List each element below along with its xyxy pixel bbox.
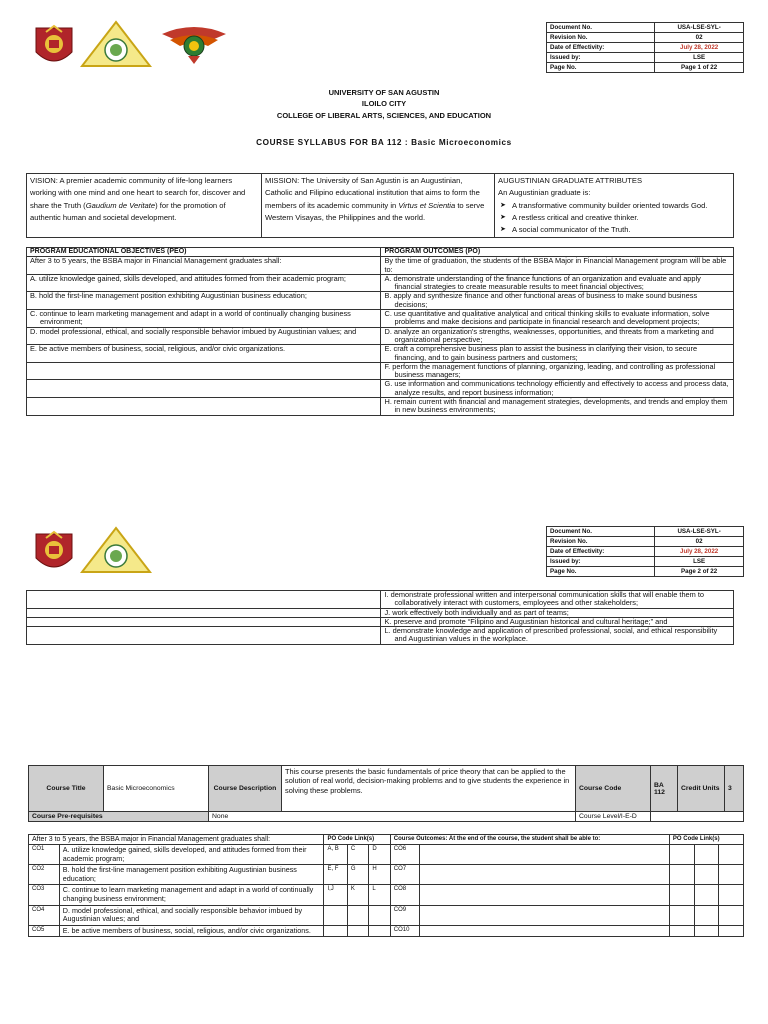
college-triangle-logo bbox=[80, 20, 152, 68]
po-continued-table bbox=[26, 590, 734, 645]
po-item: K. preserve and promote “Filipino and Augustinian historical and cultural heritage;” and bbox=[381, 617, 734, 626]
doc-info-value: 02 bbox=[655, 537, 744, 547]
co-peo-intro: After 3 to 5 years, the BSBA major in Financial Management graduates shall: bbox=[29, 835, 324, 845]
co-code-right: CO7 bbox=[390, 865, 419, 885]
po-header: PROGRAM OUTCOMES (PO) bbox=[381, 248, 734, 257]
mission-text-end: to serve Western Visayas, the Philippines and the world. bbox=[265, 200, 485, 222]
college-name: COLLEGE OF LIBERAL ARTS, SCIENCES, AND EDUCATION bbox=[276, 111, 492, 120]
doc-info-label: Document No. bbox=[547, 23, 655, 33]
peo-empty bbox=[27, 398, 381, 416]
po-item: H. remain current with financial and management strategies, developments, and trends and employ them in new business environments; bbox=[381, 398, 734, 416]
doc-info-date: July 28, 2022 bbox=[655, 43, 744, 53]
peo-header: PROGRAM EDUCATIONAL OBJECTIVES (PEO) bbox=[27, 248, 381, 257]
po-link-empty bbox=[719, 865, 744, 885]
po-link: L bbox=[369, 885, 390, 905]
doc-info-label: Page No. bbox=[547, 63, 655, 73]
course-title-label: Course Title bbox=[29, 766, 104, 812]
po-link-empty bbox=[694, 925, 719, 937]
po-link-empty bbox=[669, 925, 694, 937]
po-item: L. demonstrate knowledge and application of prescribed professional, social, and ethical responsibility and Augustinian values in the workplace. bbox=[381, 627, 734, 645]
course-code-value: BA 112 bbox=[651, 766, 678, 812]
peo-empty bbox=[27, 380, 381, 398]
po-link-empty bbox=[719, 885, 744, 905]
po-link-empty bbox=[719, 845, 744, 865]
business-eagle-logo bbox=[160, 22, 228, 66]
po-item: J. work effectively both individually and as part of teams; bbox=[381, 608, 734, 617]
co-right-empty bbox=[419, 925, 669, 937]
co-text: E. be active members of business, social, religious, and/or civic organizations. bbox=[59, 925, 324, 937]
course-code-label: Course Code bbox=[576, 766, 651, 812]
peo-empty bbox=[27, 608, 381, 617]
co-code: CO5 bbox=[29, 925, 60, 937]
course-level-label: Course Level/I-E-D bbox=[576, 812, 651, 822]
syllabus-title: COURSE SYLLABUS FOR BA 112 : Basic Microeconomics bbox=[256, 138, 512, 147]
doc-info-label: Issued by: bbox=[547, 557, 655, 567]
mission-text: The University of San Agustin is an Augustinian, Catholic and Filipino educational institution that aims to form the members of its academic community in bbox=[265, 176, 480, 210]
university-seal-logo bbox=[32, 528, 76, 576]
co-text: C. continue to learn marketing management and adapt in a world of continually changing business environment; bbox=[59, 885, 324, 905]
course-outcomes-header: Course Outcomes: At the end of the course, the student shall be able to: bbox=[390, 835, 669, 845]
po-link bbox=[369, 905, 390, 925]
course-description-label: Course Description bbox=[209, 766, 282, 812]
peo-item: B. hold the first-line management position exhibiting Augustinian business education; bbox=[27, 292, 381, 310]
po-item: G. use information and communications technology efficiently and effectively to access and process data, analyze results, and report business information; bbox=[381, 380, 734, 398]
po-code-link-header-2: PO Code Link(s) bbox=[669, 835, 743, 845]
college-triangle-logo bbox=[80, 526, 152, 574]
attribute-item: ➤ A restless critical and creative thinker. bbox=[498, 212, 730, 224]
po-link: C bbox=[347, 845, 368, 865]
document-info-table bbox=[546, 22, 744, 73]
po-link bbox=[369, 925, 390, 937]
co-code-right: CO10 bbox=[390, 925, 419, 937]
doc-info-label: Page No. bbox=[547, 567, 655, 577]
doc-info-label: Date of Effectivity: bbox=[547, 547, 655, 557]
po-item: F. perform the management functions of planning, organizing, leading, and controlling as professional business managers; bbox=[381, 362, 734, 380]
attributes-list bbox=[498, 200, 730, 237]
po-code-link-header: PO Code Link(s) bbox=[324, 835, 390, 845]
co-code-right: CO6 bbox=[390, 845, 419, 865]
po-link: E, F bbox=[324, 865, 347, 885]
po-item: A. demonstrate understanding of the finance functions of an organization and evaluate and apply financial strategies to create measurable results to meet financial objectives; bbox=[381, 274, 734, 292]
peo-item: E. be active members of business, social, religious, and/or civic organizations. bbox=[27, 345, 381, 363]
course-title-value: Basic Microeconomics bbox=[104, 766, 209, 812]
po-link: K bbox=[347, 885, 368, 905]
attribute-item: ➤ A transformative community builder oriented towards God. bbox=[498, 200, 730, 212]
doc-info-value: LSE bbox=[655, 557, 744, 567]
po-link bbox=[347, 925, 368, 937]
peo-empty bbox=[27, 617, 381, 626]
university-seal-logo bbox=[32, 22, 76, 70]
po-link: A, B bbox=[324, 845, 347, 865]
co-right-empty bbox=[419, 885, 669, 905]
co-text: A. utilize knowledge gained, skills developed, and attitudes formed from their academic program; bbox=[59, 845, 324, 865]
co-text: D. model professional, ethical, and socially responsible behavior imbued by Augustinian values; and bbox=[59, 905, 324, 925]
co-text: B. hold the first-line management position exhibiting Augustinian business education; bbox=[59, 865, 324, 885]
co-code: CO3 bbox=[29, 885, 60, 905]
vision-motto: Gaudium de Veritate bbox=[85, 200, 156, 210]
peo-empty bbox=[27, 627, 381, 645]
doc-info-date: July 28, 2022 bbox=[655, 547, 744, 557]
peo-item: D. model professional, ethical, and socially responsible behavior imbued by Augustinian values; and bbox=[27, 327, 381, 345]
po-link-empty bbox=[719, 905, 744, 925]
doc-info-value: USA-LSE-SYL- bbox=[655, 23, 744, 33]
doc-info-value: USA-LSE-SYL- bbox=[655, 527, 744, 537]
attributes-intro: An Augustinian graduate is: bbox=[498, 188, 591, 198]
doc-info-label: Document No. bbox=[547, 527, 655, 537]
po-link-empty bbox=[694, 845, 719, 865]
co-right-empty bbox=[419, 905, 669, 925]
university-name: UNIVERSITY OF SAN AGUSTIN bbox=[328, 88, 440, 97]
vision-mission-table bbox=[26, 173, 734, 238]
po-item: B. apply and synthesize finance and other functional areas of business to make sound business decisions; bbox=[381, 292, 734, 310]
doc-info-page: Page 1 of 22 bbox=[655, 63, 744, 73]
mission-label: MISSION: bbox=[265, 176, 300, 185]
co-right-empty bbox=[419, 865, 669, 885]
peo-item: C. continue to learn marketing management and adapt in a world of continually changing business environment; bbox=[27, 310, 381, 328]
po-link-empty bbox=[694, 905, 719, 925]
city-name: ILOILO CITY bbox=[361, 99, 407, 108]
co-code: CO1 bbox=[29, 845, 60, 865]
peo-empty bbox=[27, 591, 381, 609]
po-link-empty bbox=[669, 885, 694, 905]
vision-label: VISION: bbox=[30, 176, 58, 185]
po-link: D bbox=[369, 845, 390, 865]
attributes-title: AUGUSTINIAN GRADUATE ATTRIBUTES bbox=[498, 176, 643, 185]
co-right-empty bbox=[419, 845, 669, 865]
doc-info-value: 02 bbox=[655, 33, 744, 43]
doc-info-value: LSE bbox=[655, 53, 744, 63]
doc-info-label: Revision No. bbox=[547, 33, 655, 43]
po-link bbox=[324, 925, 347, 937]
peo-empty bbox=[27, 362, 381, 380]
course-outcomes-table bbox=[28, 834, 744, 937]
co-code: CO2 bbox=[29, 865, 60, 885]
attribute-item: ➤ A social communicator of the Truth. bbox=[498, 224, 730, 236]
doc-info-label: Date of Effectivity: bbox=[547, 43, 655, 53]
po-link bbox=[347, 905, 368, 925]
mission-motto: Virtus et Scientia bbox=[398, 200, 456, 210]
po-item: E. craft a comprehensive business plan to assist the business in clarifying their vision, to secure financing, and to gain business partners and customers; bbox=[381, 345, 734, 363]
po-link-empty bbox=[669, 845, 694, 865]
po-item: D. analyze an organization's strengths, weaknesses, opportunities, and threats from a marketing and organizational perspective; bbox=[381, 327, 734, 345]
doc-info-label: Revision No. bbox=[547, 537, 655, 547]
course-info-table bbox=[28, 765, 744, 822]
co-code-right: CO9 bbox=[390, 905, 419, 925]
po-item: I. demonstrate professional written and interpersonal communication skills that will enable them to collaboratively interact with customers, employees and other stakeholders; bbox=[381, 591, 734, 609]
graduate-attributes-cell bbox=[495, 174, 734, 238]
po-item: C. use quantitative and qualitative analytical and critical thinking skills to evaluate information, solve problems and make decisions and participate in financial research and development projects; bbox=[381, 310, 734, 328]
peo-po-table bbox=[26, 247, 734, 416]
po-link bbox=[324, 905, 347, 925]
vision-text-end: ) for the promotion of authentic human and societal development. bbox=[30, 200, 226, 222]
po-link-empty bbox=[669, 905, 694, 925]
doc-info-label: Issued by: bbox=[547, 53, 655, 63]
peo-item: A. utilize knowledge gained, skills developed, and attitudes formed from their academic program; bbox=[27, 274, 381, 292]
co-code: CO4 bbox=[29, 905, 60, 925]
course-description-value: This course presents the basic fundamentals of price theory that can be applied to the solution of real world, decision-making problems and to give students the experience in solving these problems. bbox=[282, 766, 576, 812]
po-link: G bbox=[347, 865, 368, 885]
vision-text: A premier academic community of life-long learners working with one mind and one heart to search for, discover and share the Truth ( bbox=[30, 176, 246, 210]
mission-cell bbox=[262, 174, 495, 238]
po-link-empty bbox=[719, 925, 744, 937]
prerequisites-value: None bbox=[209, 812, 576, 822]
co-code-right: CO8 bbox=[390, 885, 419, 905]
prerequisites-label: Course Pre-requisites bbox=[29, 812, 209, 822]
po-link: H bbox=[369, 865, 390, 885]
vision-cell bbox=[27, 174, 262, 238]
credit-units-label: Credit Units bbox=[678, 766, 725, 812]
po-link: I,J bbox=[324, 885, 347, 905]
doc-info-page: Page 2 of 22 bbox=[655, 567, 744, 577]
credit-units-value: 3 bbox=[725, 766, 744, 812]
po-link-empty bbox=[669, 865, 694, 885]
po-link-empty bbox=[694, 885, 719, 905]
document-info-table-page-2 bbox=[546, 526, 744, 577]
peo-intro: After 3 to 5 years, the BSBA major in Financial Management graduates shall: bbox=[27, 257, 381, 275]
po-link-empty bbox=[694, 865, 719, 885]
po-intro: By the time of graduation, the students of the BSBA Major in Financial Management program will be able to: bbox=[381, 257, 734, 275]
course-level-value bbox=[651, 812, 744, 822]
